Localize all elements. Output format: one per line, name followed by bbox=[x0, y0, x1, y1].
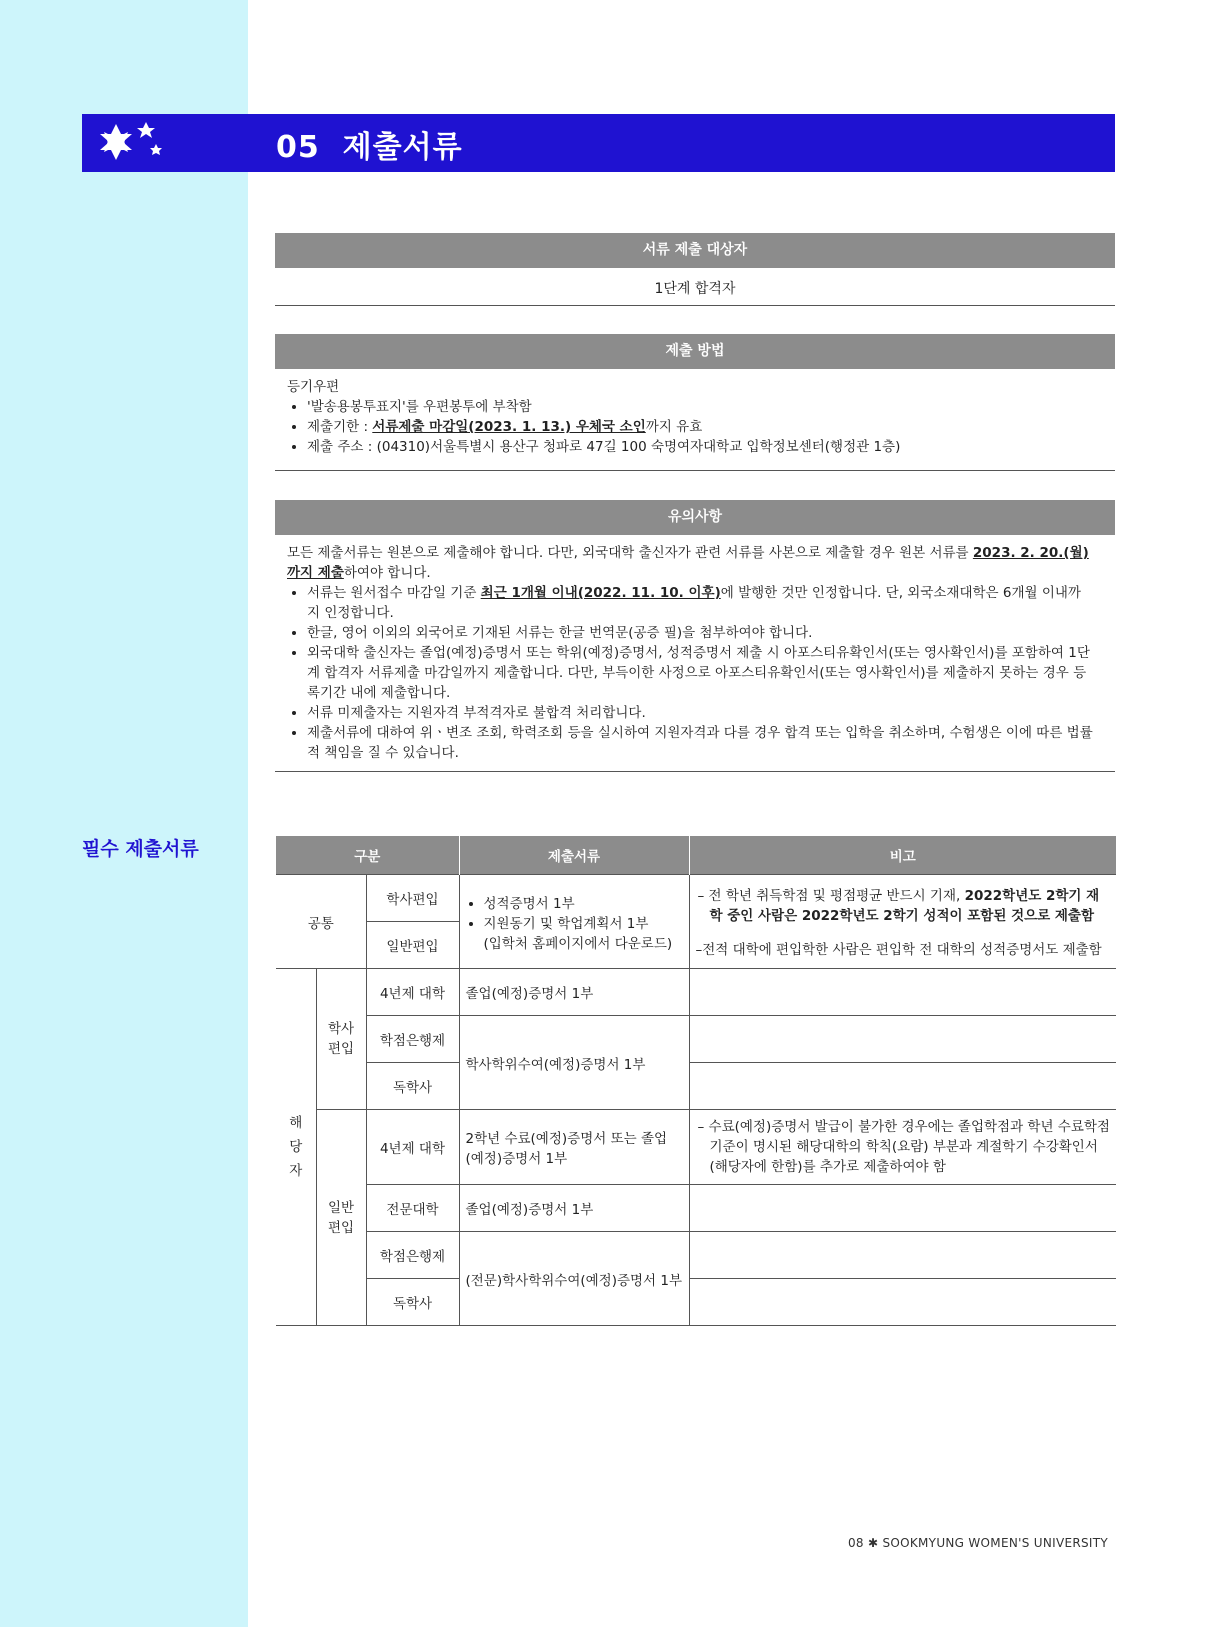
doc-cell: 학사학위수여(예정)증명서 1부 bbox=[459, 1016, 689, 1110]
notes-item: • 제출서류에 대하여 위ㆍ변조 조회, 학력조회 등을 실시하여 지원자격과 다를 경우 합격 또는 입학을 취소하며, 수험생은 이에 따른 법률적 책임을 질 수 있습니다. bbox=[307, 723, 1093, 763]
row-label: 4년제 대학 bbox=[366, 969, 459, 1016]
note-cell bbox=[689, 969, 1116, 1016]
notes-item: • 한글, 영어 이외의 외국어로 기재된 서류는 한글 번역문(공증 필)을 첨부하여야 합니다. bbox=[307, 623, 1093, 643]
doc-cell: 2학년 수료(예정)증명서 또는 졸업(예정)증명서 1부 bbox=[459, 1110, 689, 1185]
divider bbox=[275, 305, 1115, 306]
table-header: 구분 bbox=[276, 836, 459, 875]
notes-item: • 외국대학 출신자는 졸업(예정)증명서 또는 학위(예정)증명서, 성적증명서 제출 시 아포스티유확인서(또는 영사확인서)를 포함하여 1단계 합격자 서류제출 마감일까지 제출합니다. 다만, 부득이한 사정으로 아포스티유확인서(또는 영사확인서)를 제출하지 못하는 경우 등록기간 내에 제출합니다. bbox=[307, 643, 1093, 703]
bachelor-label: 학사편입 bbox=[316, 969, 366, 1110]
method-item: • '발송용봉투표지'를 우편봉투에 부착함 bbox=[307, 397, 1107, 417]
row-label: 일반편입 bbox=[366, 922, 459, 969]
row-label: 학점은행제 bbox=[366, 1232, 459, 1279]
row-label: 학사편입 bbox=[366, 875, 459, 922]
method-body bbox=[287, 377, 1107, 457]
notes-header: 유의사항 bbox=[275, 500, 1115, 535]
left-sidebar-band bbox=[0, 0, 248, 1627]
target-header: 서류 제출 대상자 bbox=[275, 233, 1115, 268]
table-header: 비고 bbox=[689, 836, 1116, 875]
note-cell bbox=[689, 1185, 1116, 1232]
notes-body bbox=[287, 543, 1093, 763]
target-value: 1단계 합격자 bbox=[654, 281, 736, 297]
row-label: 독학사 bbox=[366, 1063, 459, 1110]
note-cell bbox=[689, 1232, 1116, 1279]
table-header: 제출서류 bbox=[459, 836, 689, 875]
common-docs: • 성적증명서 1부 • 지원동기 및 학업계획서 1부 (입학처 홈페이지에서 다운로드) bbox=[459, 875, 689, 969]
method-header: 제출 방법 bbox=[275, 334, 1115, 369]
note-cell bbox=[689, 1279, 1116, 1326]
doc-cell: 졸업(예정)증명서 1부 bbox=[459, 1185, 689, 1232]
common-label: 공통 bbox=[276, 875, 366, 969]
note-cell bbox=[689, 1016, 1116, 1063]
notes-item: • 서류 미제출자는 지원자격 부적격자로 불합격 처리합니다. bbox=[307, 703, 1093, 723]
common-notes: – 전 학년 취득학점 및 평점평균 반드시 기재, 2022학년도 2학기 재학 중인 사람은 2022학년도 2학기 성적이 포함된 것으로 제출함 –전적 대학에 편입학한 사람은 편입학 전 대학의 성적증명서도 제출함 bbox=[689, 875, 1116, 969]
note-cell bbox=[689, 1063, 1116, 1110]
note-cell: – 수료(예정)증명서 발급이 불가한 경우에는 졸업학점과 학년 수료학점 기준이 명시된 해당대학의 학칙(요람) 부분과 계절학기 수강확인서 (해당자에 한함)를 추가로 제출하여야 함 bbox=[689, 1110, 1116, 1185]
stars-icon bbox=[96, 120, 166, 166]
row-label: 전문대학 bbox=[366, 1185, 459, 1232]
page-title: 05 제출서류 bbox=[276, 130, 463, 165]
doc-cell: 졸업(예정)증명서 1부 bbox=[459, 969, 689, 1016]
required-docs-table bbox=[276, 836, 1116, 1326]
divider bbox=[275, 771, 1115, 772]
notes-item: • 서류는 원서접수 마감일 기준 최근 1개월 이내(2022. 11. 10. 이후)에 발행한 것만 인정합니다. 단, 외국소재대학은 6개월 이내까지 인정합니다. bbox=[307, 583, 1093, 623]
required-docs-label: 필수 제출서류 bbox=[82, 838, 199, 860]
divider bbox=[275, 470, 1115, 471]
method-item: • 제출 주소 : (04310)서울특별시 용산구 청파로 47길 100 숙명여자대학교 입학정보센터(행정관 1층) bbox=[307, 437, 1107, 457]
page-footer: 08 ✱ SOOKMYUNG WOMEN'S UNIVERSITY bbox=[848, 1536, 1108, 1550]
row-label: 4년제 대학 bbox=[366, 1110, 459, 1185]
row-label: 독학사 bbox=[366, 1279, 459, 1326]
doc-cell: (전문)학사학위수여(예정)증명서 1부 bbox=[459, 1232, 689, 1326]
method-item: • 제출기한 : 서류제출 마감일(2023. 1. 13.) 우체국 소인까지 유효 bbox=[307, 417, 1107, 437]
notes-intro: 모든 제출서류는 원본으로 제출해야 합니다. 다만, 외국대학 출신자가 관련 서류를 사본으로 제출할 경우 원본 서류를 2023. 2. 20.(월)까지 제출하여야 합니다. bbox=[287, 545, 1089, 581]
row-label: 학점은행제 bbox=[366, 1016, 459, 1063]
method-intro: 등기우편 bbox=[287, 379, 340, 395]
applicable-label: 해당자 bbox=[276, 969, 316, 1326]
section-title-bar bbox=[82, 114, 1115, 172]
general-label: 일반편입 bbox=[316, 1110, 366, 1326]
